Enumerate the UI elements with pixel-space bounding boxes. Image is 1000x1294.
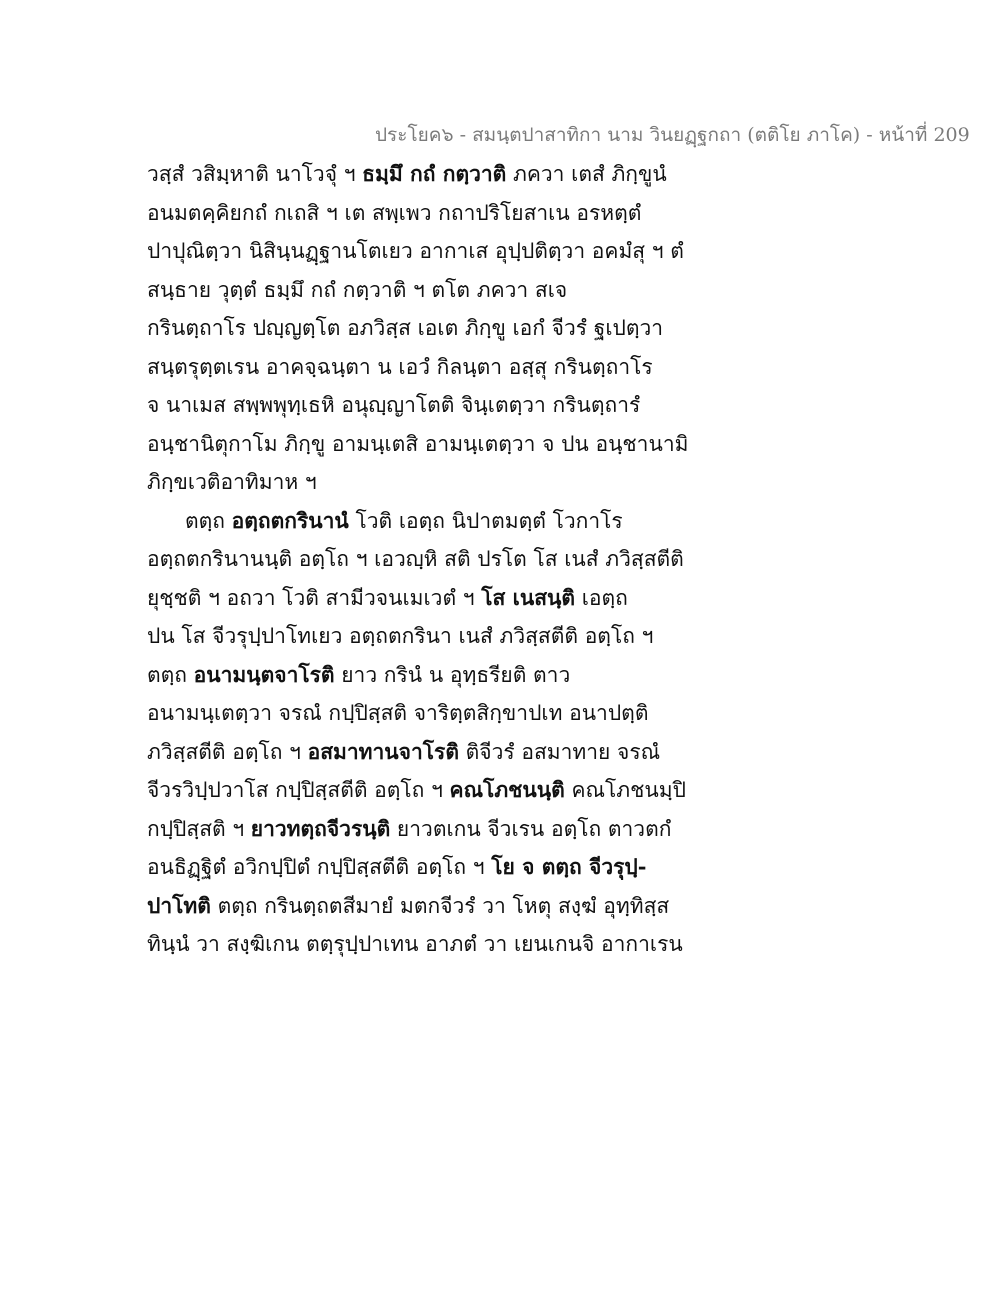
bold-term: คณโภชนนฺติ — [449, 777, 565, 802]
text-segment: กรินตฺถาโร ปญฺญตฺโต อภวิสฺส เอเต ภิกฺขู เอกํ จีวรํ ฐเปตฺวา — [147, 316, 664, 340]
text-segment: ภิกฺขเวติอาทิมาห ฯ — [147, 470, 317, 494]
text-line — [147, 810, 707, 849]
bold-term: โย จ ตตฺถ จีวรุปฺ- — [491, 854, 647, 879]
text-segment: วสฺสํ วสิมฺหาติ นาโวจุํ ฯ — [147, 162, 363, 186]
bold-term: อตฺถตกรินานํ — [231, 507, 349, 533]
text-segment: ตตฺถ — [147, 662, 194, 687]
text-line — [147, 425, 707, 464]
text-line — [147, 194, 707, 233]
text-segment: ยาวตเกน จีวเรน อตฺโถ ตาวตกํ — [390, 816, 672, 841]
bold-term: โส เนสนฺติ — [481, 584, 576, 610]
text-segment: ภควา เตสํ ภิกฺขูนํ — [506, 162, 667, 186]
text-segment: จีวรวิปฺปวาโส กปฺปิสฺสตีติ อตฺโถ ฯ — [147, 778, 450, 802]
text-line — [147, 579, 707, 618]
text-segment: เอตฺถ — [575, 585, 628, 610]
bold-term: ธมฺมึ กถํ กตฺวาติ — [362, 161, 507, 186]
text-segment: อนมตคฺคิยกถํ กเถสิ ฯ เต สพฺเพว กถาปริโยสาเน อรหตฺตํ — [147, 200, 642, 225]
text-segment: สนฺธาย วุตฺตํ ธมฺมึ กถํ กตฺวาติ ฯ ตโต ภควา สเจ — [147, 277, 568, 302]
text-segment: ทินฺนํ วา สงฺฆิเกน ตตฺรุปฺปาเทน อาภตํ วา เยนเกนจิ อากาเรน — [147, 932, 683, 956]
text-line — [147, 733, 707, 772]
text-segment: อตฺถตกรินานนฺติ อตฺโถ ฯ เอวญฺหิ สติ ปรโต โส เนสํ ภวิสฺสตีติ — [147, 547, 684, 571]
text-line — [147, 887, 707, 926]
body-text — [147, 155, 707, 964]
text-segment: ยุชฺชติ ฯ อถวา โวติ สามีวจนเมเวตํ ฯ — [147, 585, 482, 610]
running-header-text: ประโยค๖ - สมนฺตปาสาทิกา นาม วินยฏฺฐกถา (ตติโย ภาโค) - หน้าที่ 209 — [375, 124, 970, 146]
text-line — [147, 771, 707, 810]
text-line — [147, 232, 707, 271]
text-line — [147, 155, 707, 194]
text-segment: กปฺปิสฺสติ ฯ — [147, 816, 251, 841]
text-line — [147, 617, 707, 656]
text-segment: ตตฺถ — [185, 508, 232, 533]
text-line — [147, 540, 707, 579]
text-line — [147, 348, 707, 387]
text-segment: ภวิสฺสตีติ อตฺโถ ฯ — [147, 739, 308, 764]
bold-term: ยาวทตฺถจีวรนฺติ — [250, 815, 391, 841]
bold-term: อนามนฺตจาโรติ — [193, 661, 335, 687]
text-segment: ตตฺถ กรินตฺถตสีมายํ มตกจีวรํ วา โหตุ สงฺฆํ อุทฺทิสฺส — [210, 893, 670, 918]
text-segment: อนฺชานิตุกาโม ภิกฺขู อามนฺเตสิ อามนฺเตตฺวา จ ปน อนฺชานามิ — [147, 431, 689, 456]
text-segment: ปน โส จีวรุปฺปาโทเยว อตฺถตกรินา เนสํ ภวิสฺสตีติ อตฺโถ ฯ — [147, 624, 654, 648]
text-segment: ติจีวรํ อสมาทาย จรณํ — [458, 739, 661, 764]
text-line — [147, 271, 707, 310]
text-segment: โวติ เอตฺถ นิปาตมตฺตํ โวกาโร — [348, 508, 623, 533]
text-line — [147, 848, 707, 887]
text-segment: จ นาเมส สพฺพพุทฺเธหิ อนุญฺญาโตติ จินฺเตตฺวา กรินตฺถารํ — [147, 393, 641, 417]
text-segment: อนามนฺเตตฺวา จรณํ กปฺปิสฺสติ จาริตฺตสิกฺขาปเท อนาปตฺติ — [147, 701, 649, 725]
text-line — [147, 925, 707, 964]
text-segment: อนธิฏฺฐิตํ อวิกปฺปิตํ กปฺปิสฺสตีติ อตฺโถ ฯ — [147, 855, 492, 879]
text-line — [147, 502, 707, 541]
text-segment: สนฺตรุตฺตเรน อาคจฺฉนฺตา น เอวํ กิลนฺตา อสฺสุ กรินตฺถาโร — [147, 354, 653, 379]
running-header — [0, 118, 1000, 152]
bold-term: อสมาทานจาโรติ — [307, 738, 459, 764]
text-line — [147, 656, 707, 695]
text-line — [147, 386, 707, 425]
text-line — [147, 463, 707, 502]
text-line — [147, 309, 707, 348]
bold-term: ปาโทติ — [147, 892, 211, 918]
text-segment: ยาว กรินํ น อุทฺธรียติ ตาว — [334, 662, 571, 687]
text-segment: ปาปุณิตฺวา นิสินฺนฏฺฐานโตเยว อากาเส อุปฺปติตฺวา อคมํสุ ฯ ตํ — [147, 239, 684, 263]
text-line — [147, 694, 707, 733]
text-segment: คณโภชนมฺปิ — [564, 778, 686, 802]
